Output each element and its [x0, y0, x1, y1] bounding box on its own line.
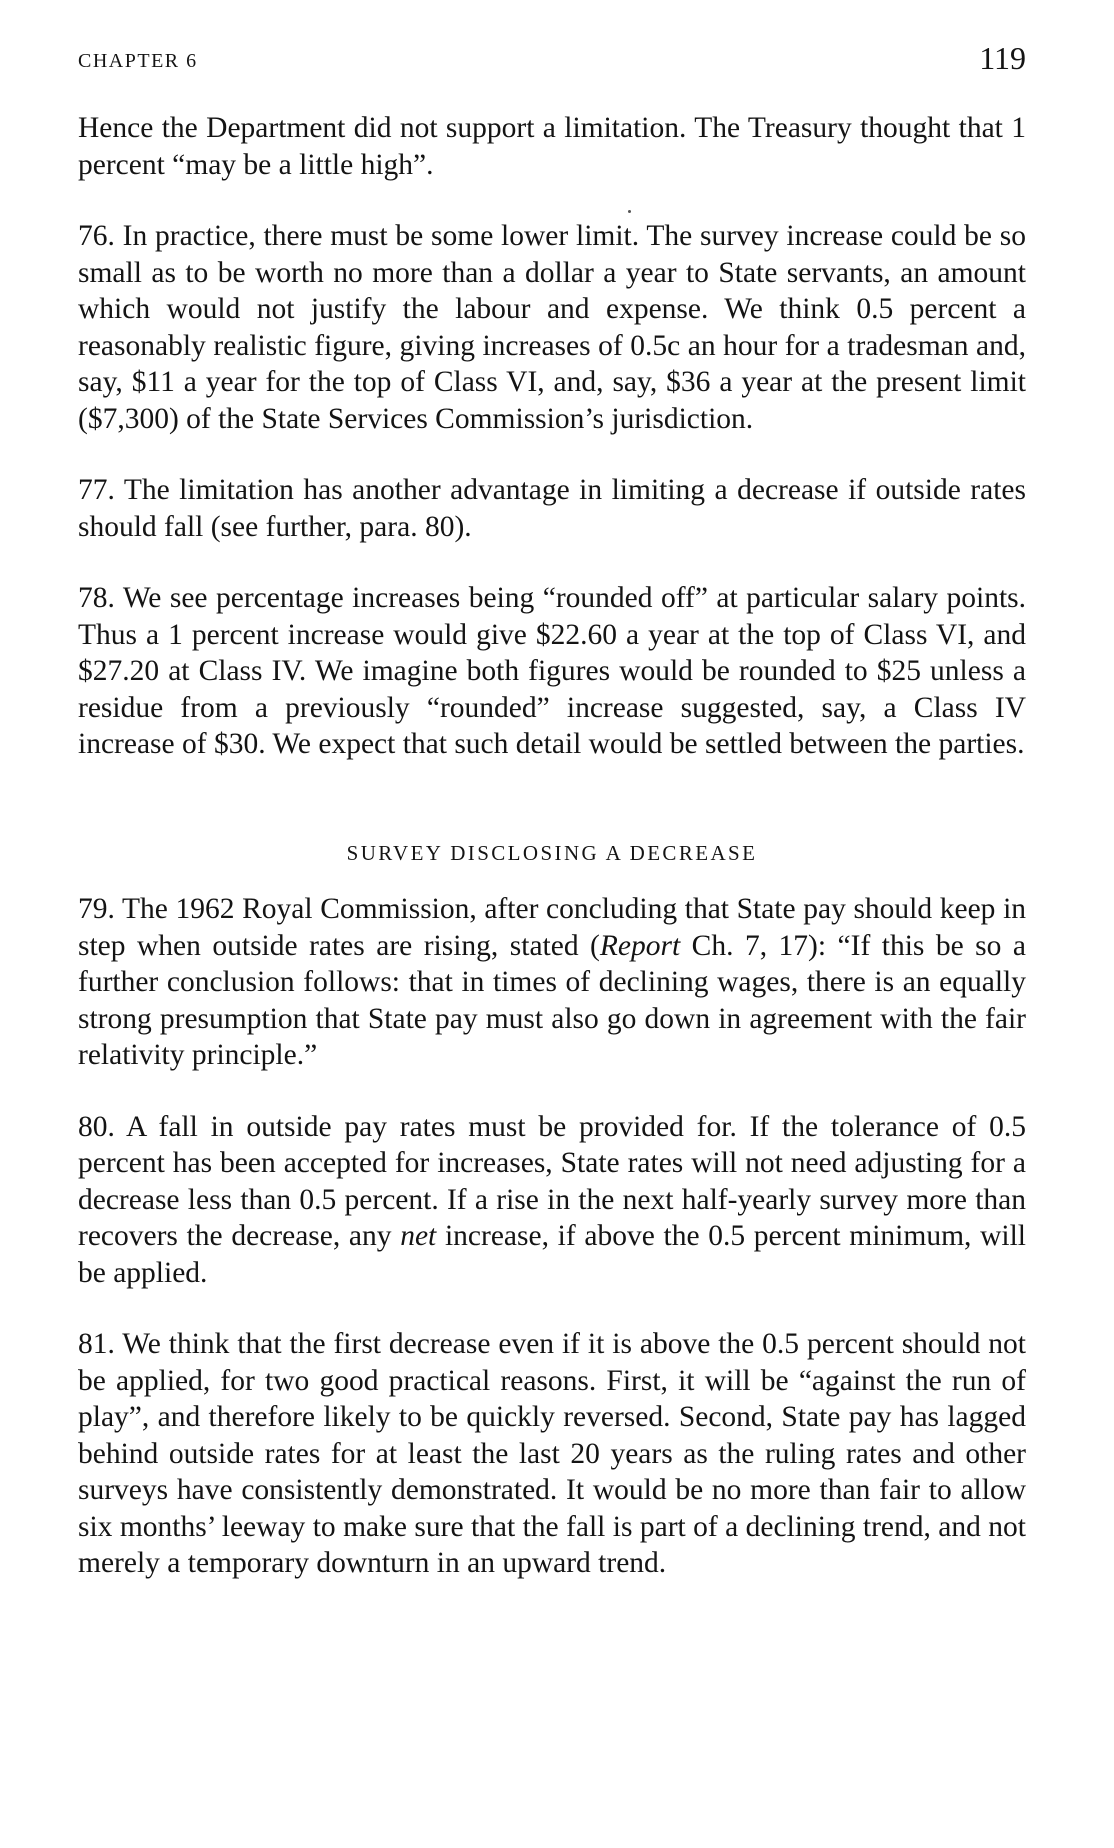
- paragraph-text: increase, if above the 0.5 percent minimum, will be applied.: [78, 1220, 1026, 1289]
- paragraph-76: [78, 218, 1026, 437]
- body-text: [78, 110, 1026, 1617]
- paragraph-number: 79.: [78, 893, 115, 925]
- paragraph-79: [78, 891, 1026, 1074]
- paragraph-number: 78.: [78, 582, 115, 614]
- paragraph-text: Ch. 7, 17): “If this be so a further conclusion follows: that in times of declining wages, there is an equally strong presumption that State pay must also go down in agreement with the fair relativity principle.”: [78, 929, 1026, 1071]
- paragraph-77: [78, 472, 1026, 545]
- paragraph-text: In practice, there must be some lower limit. The survey increase could be so small as to be worth no more than a dollar a year to State servants, an amount which would not justify the labour and expense. We think 0.5 percent a reasonably realistic figure, giving increases of 0.5c an hour for a tradesman and, say, $11 a year for the top of Class VI, and, say, $36 a year at the present limit ($7,300) of the State Services Commission’s jurisdiction.: [78, 220, 1027, 435]
- continuation-paragraph: Hence the Department did not support a limitation. The Treasury thought that 1 percent “may be a little high”.: [78, 112, 1026, 181]
- paragraph-number: 80.: [78, 1110, 115, 1143]
- page-number: 119: [979, 40, 1026, 76]
- paragraph-number: 77.: [78, 474, 115, 506]
- paragraph-text: We think that the first decrease even if it is above the 0.5 percent should not be applied, for two good practical reasons. First, it will be “against the run of play”, and therefore likely to be quickly reversed. Second, State pay has lagged behind outside rates for at least the last 20 years as the ruling rates and other surveys have consistently demonstrated. It would be no more than fair to allow six months’ leeway to make sure that the fall is part of a declining trend, and not merely a temporary downturn in an upward trend.: [78, 1328, 1027, 1579]
- paragraph-text: The limitation has another advantage in limiting a decrease if outside rates should fall (see further, para. 80).: [78, 474, 1026, 543]
- italic-net: net: [400, 1220, 437, 1252]
- paragraph-text: We see percentage increases being “rounded off” at particular salary points. Thus a 1 percent increase would give $22.60 a year at the top of Class VI, and $27.20 at Class IV. We imagine both figures would be rounded to $25 unless a residue from a previously “rounded” increase suggested, say, a Class IV increase of $30. We expect that such detail would be settled between the parties.: [78, 582, 1026, 760]
- paragraph-text: The 1962 Royal Commission, after concluding that State pay should keep in step when outside rates are rising, stated (: [78, 893, 1027, 962]
- section-heading: SURVEY DISCLOSING A DECREASE: [346, 840, 758, 865]
- paragraph-number: 81.: [78, 1328, 115, 1360]
- paragraph-78: [78, 580, 1026, 763]
- paragraph-text: A fall in outside pay rates must be provided for. If the tolerance of 0.5 percent has been accepted for increases, State rates will not need adjusting for a decrease less than 0.5 percent. If a rise in the next half-yearly survey more than recovers the decrease, any: [78, 1110, 1026, 1252]
- paragraph-80: [78, 1109, 1026, 1292]
- paragraph-81: [78, 1326, 1026, 1582]
- italic-report: Report: [599, 929, 681, 962]
- paragraph-number: 76.: [78, 220, 115, 252]
- chapter-label: CHAPTER 6: [78, 50, 198, 72]
- running-head: [78, 40, 1026, 80]
